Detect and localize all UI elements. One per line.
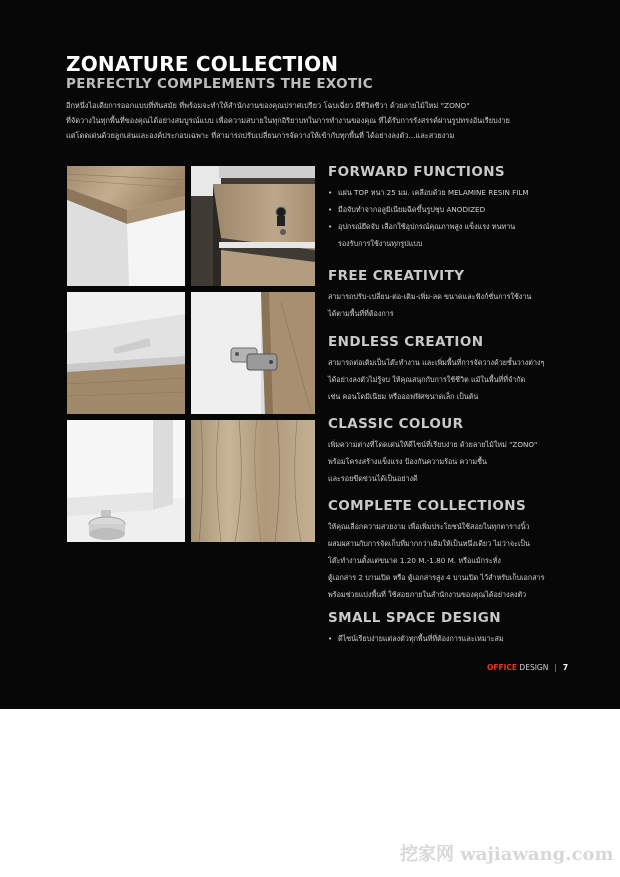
feature-line: พร้อมช่วยแบ่งพื้นที่ ใช้สอยภายในสำนักงานของคุณได้อย่างลงตัว	[328, 590, 527, 599]
bullet-text: ดีไซน์เรียบง่ายแต่ลงตัวทุกพื้นที่ที่ต้องการและเหมาะสม	[338, 634, 504, 643]
bullet-text: อุปกรณ์ยึดจับ เลือกใช้อุปกรณ์คุณภาพสูง แข็งแรง ทนทาน	[338, 222, 516, 231]
bullet-continuation: รองรับการใช้งานทุกรูปแบบ	[338, 239, 423, 248]
feature-title: FREE CREATIVITY	[328, 268, 465, 284]
footer-brand-design: DESIGN	[517, 663, 549, 672]
wood-texture-photo	[191, 420, 315, 542]
feature-line: ได้ตามพื้นที่ที่ต้องการ	[328, 309, 394, 318]
intro-line: อีกหนึ่งไอเดียการออกแบบที่ทันสมัย ที่พร้อมจะทำให้สำนักงานของคุณปราศเปรียว โฉบเฉี่ยว มีชีวิตชีวา ด้วยลายไม้ใหม่ "ZONO"	[66, 101, 470, 110]
bullet-dot-icon: •	[328, 634, 333, 643]
feature-line: โต๊ะทำงานตั้งแต่ขนาด 1.20 M.-1.80 M. หรือแม้กระทั่ง	[328, 556, 501, 565]
feature-bullet	[328, 201, 598, 218]
desk-edge-photo	[67, 166, 185, 286]
feature-line: ผสมผสานกับการจัดเก็บที่มากกว่าเดิมให้เป็นหนึ่งเดียว ไม่ว่าจะเป็น	[328, 539, 530, 548]
feature-body	[328, 354, 598, 405]
intro-paragraph	[66, 98, 576, 143]
bullet-dot-icon: •	[328, 222, 333, 231]
bullet-text: แผ่น TOP หนา 25 มม. เคลือบด้วย MELAMINE RESIN FILM	[338, 188, 529, 197]
feature-title: SMALL SPACE DESIGN	[328, 610, 501, 626]
bullet-dot-icon: •	[328, 205, 333, 214]
intro-line: แต่โดดเด่นด้วยลูกเล่นและองค์ประกอบเฉพาะ ที่สามารถปรับเปลี่ยนการจัดวางให้เข้ากับทุกพื้นที่ ได้อย่างลงตัว...และสวยงาม	[66, 131, 455, 140]
bullet-dot-icon: •	[328, 188, 333, 197]
feature-line: ได้อย่างลงตัวไม่รู้จบ ให้คุณสนุกกับการใช้ชีวิต แม้ในพื้นที่ที่จำกัด	[328, 375, 526, 384]
feature-title: COMPLETE COLLECTIONS	[328, 498, 527, 514]
feature-line: สามารถต่อเติมเป็นโต๊ะทำงาน และเพิ่มพื้นที่การจัดวางด้วยชั้นวางต่างๆ	[328, 358, 545, 367]
feature-body	[328, 630, 598, 647]
footer-brand-office: OFFICE	[487, 663, 518, 672]
footer-separator: |	[554, 663, 557, 672]
feature-line: เช่น คอนโดมิเนียม หรือออฟฟิศขนาดเล็ก เป็นต้น	[328, 392, 479, 401]
feature-line: เพิ่มความต่างที่โดดเด่นให้ดีไซน์ที่เรียบง่าย ด้วยลายไม้ใหม่ "ZONO"	[328, 440, 538, 449]
feature-title: FORWARD FUNCTIONS	[328, 164, 506, 180]
feature-line: และรอยขีดข่วนได้เป็นอย่างดี	[328, 474, 418, 483]
feature-classic-colour	[328, 416, 598, 487]
page-number: 7	[562, 663, 569, 672]
feature-small-space-design	[328, 610, 598, 647]
desk-top-photo	[67, 292, 185, 414]
feature-body	[328, 184, 598, 252]
bullet-text: มือจับทำจากอลูมิเนียมฉีดขึ้นรูปชุบ ANODIZED	[338, 205, 486, 214]
feature-title: CLASSIC COLOUR	[328, 416, 464, 432]
feature-bullet	[328, 630, 598, 647]
feature-line: ให้คุณเลือกความสวยงาม เพื่อเพิ่มประโยชน์ใช้สอยในทุกตารางนิ้ว	[328, 522, 530, 531]
feature-free-creativity	[328, 268, 598, 322]
page-footer	[487, 663, 568, 672]
feature-bullet	[328, 218, 598, 235]
feature-line: พร้อมโครงสร้างแข็งแรง ป้องกันความร้อน ความชื้น	[328, 457, 487, 466]
intro-line: ที่จัดวางในทุกพื้นที่ของคุณได้อย่างสมบูรณ์แบบ เพื่อความสบายในทุกอิริยาบทในการทำงานของคุณ ที่ได้รับการรังสรรค์ผ่านรูปทรงอันเรียบง่าย	[66, 116, 510, 125]
feature-bullet	[328, 184, 598, 201]
drawer-lock-photo	[191, 166, 315, 286]
feature-body	[328, 518, 598, 603]
feature-line: ตู้เอกสาร 2 บานเปิด หรือ ตู้เอกสารสูง 4 บานเปิด ไว้สำหรับเก็บเอกสาร	[328, 573, 545, 582]
leveling-foot-photo	[67, 420, 185, 542]
feature-endless-creation	[328, 334, 598, 405]
page-subtitle: PERFECTLY COMPLEMENTS THE EXOTIC	[66, 76, 373, 92]
feature-title: ENDLESS CREATION	[328, 334, 484, 350]
feature-forward-functions	[328, 164, 598, 252]
feature-complete-collections	[328, 498, 598, 603]
feature-body	[328, 436, 598, 487]
feature-body	[328, 288, 598, 322]
feature-line: สามารถปรับ-เปลี่ยน-ต่อ-เติม-เพิ่ม-ลด ขนาดและฟังก์ชั่นการใช้งาน	[328, 292, 532, 301]
page-title: ZONATURE COLLECTION	[66, 52, 339, 76]
watermark: 挖家网 wajiawang.com	[400, 844, 614, 865]
cabinet-hinge-photo	[191, 292, 315, 414]
